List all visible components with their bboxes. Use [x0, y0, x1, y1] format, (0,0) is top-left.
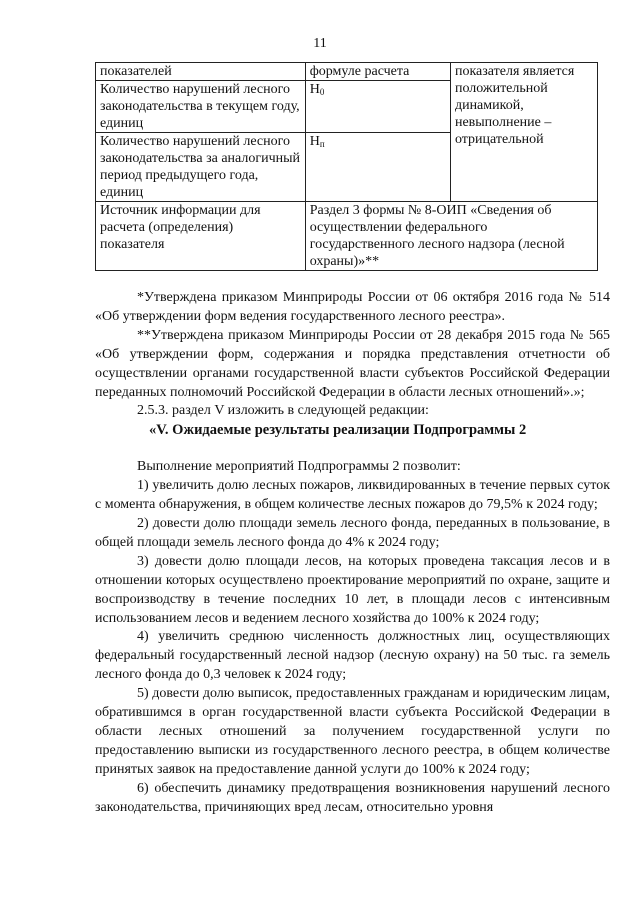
table-cell: показателей: [96, 63, 306, 81]
footnote: **Утверждена приказом Минприроды России от 28 декабря 2015 года № 565 «Об утверждении форм, содержания и порядка представления отчетности об осуществлении органами государственной власти субъектов Российской Федерации переданных полномочий Российской Федерации в области лесных отношений».»;: [95, 327, 610, 400]
paragraph: Выполнение мероприятий Подпрограммы 2 позволит:: [137, 459, 461, 475]
table-row: [96, 202, 598, 271]
source-cell: Раздел 3 формы № 8-ОИП «Сведения об осуществлении федерального государственного лесного надзора (лесной охраны)»**: [305, 202, 597, 271]
table-cell: Количество нарушений лесного законодательства в текущем году, единиц: [96, 81, 306, 133]
section-heading: «V. Ожидаемые результаты реализации Подпрограммы 2: [149, 422, 527, 439]
symbol-base: Н: [309, 134, 320, 149]
list-item: 4) увеличить среднюю численность должностных лиц, осуществляющих федеральный государственный лесной надзор (лесную охрану) на 50 тыс. га земель лесного фонда до 0,3 человек к 2024 году;: [95, 629, 610, 683]
symbol-base: Н: [309, 82, 320, 97]
symbol-cell: [305, 133, 450, 202]
list-item: 1) увеличить долю лесных пожаров, ликвидированных в течение первых суток с момента обнаружения, в общем количестве лесных пожаров до 79,5% к 2024 году;: [95, 478, 610, 513]
table-cell: формуле расчета: [305, 63, 450, 81]
indicator-table: [95, 62, 598, 271]
list-item: 2) довести долю площади земель лесного фонда, переданных в пользование, в общей площади земель лесного фонда до 4% к 2024 году;: [95, 515, 610, 550]
footnote: *Утверждена приказом Минприроды России от 06 октября 2016 года № 514 «Об утверждении форм ведения государственного лесного реестра».: [95, 290, 610, 324]
symbol-cell: [305, 81, 450, 133]
page-number: 11: [313, 36, 327, 51]
table-cell: Количество нарушений лесного законодательства за аналогичный период предыдущего года, единиц: [96, 133, 306, 202]
symbol-subscript: 0: [319, 87, 325, 97]
table-cell: Источник информации для расчета (определения) показателя: [96, 202, 306, 271]
list-item: 5) довести долю выписок, предоставленных гражданам и юридическим лицам, обратившимся в орган государственной власти субъекта Российской Федерации в области лесных отношений за получением государственной услуги по предоставлению выписки из государственного лесного реестра, в общем количестве принятых заявок на предоставление данной услуги до 100% к 2024 году;: [95, 686, 610, 777]
paragraph: 2.5.3. раздел V изложить в следующей редакции:: [137, 403, 429, 419]
list-item: 6) обеспечить динамику предотвращения возникновения нарушений лесного законодательства, причиняющих вред лесам, относительно уровня: [95, 780, 610, 815]
document-body: [95, 289, 610, 817]
table-row: [96, 63, 598, 81]
table-note-cell: показателя является положительной динамикой, невыполнение – отрицательной: [450, 63, 597, 202]
symbol-subscript: п: [319, 139, 325, 149]
list-item: 3) довести долю площади лесов, на которых проведена таксация лесов и в отношении которых осуществлено проектирование мероприятий по охране, защите и воспроизводству в течение последних 10 лет, в площади лесов с интенсивным использованием лесов и ведением лесного хозяйства до 100% к 2024 году;: [95, 553, 610, 626]
